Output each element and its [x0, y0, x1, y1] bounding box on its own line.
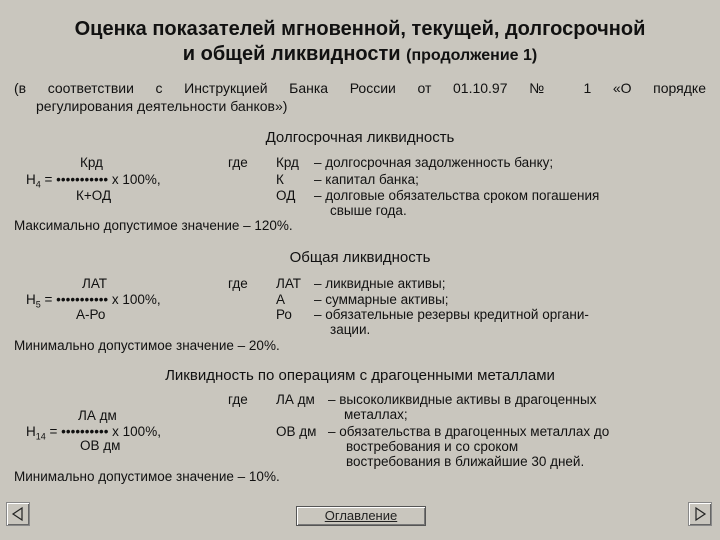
def-term: ОД: [276, 188, 296, 203]
def-term: ОВ дм: [276, 424, 317, 439]
toc-label: Оглавление: [324, 508, 398, 523]
table-of-contents-button[interactable]: [296, 506, 426, 526]
def-desc: – ликвидные активы;: [314, 276, 446, 291]
formula-body: = •••••••••• х 100%,: [45, 424, 161, 439]
formula-numerator: ЛА дм: [78, 408, 117, 423]
def-desc: – долговые обязательства сроком погашения: [314, 188, 600, 203]
formula-symbol: Н: [26, 172, 36, 187]
next-slide-button[interactable]: [688, 502, 712, 526]
def-term: А: [276, 292, 286, 307]
def-desc: – капитал банка;: [314, 172, 419, 187]
reference-line-2: регулирования деятельности банков»): [36, 98, 288, 114]
formula-symbol: Н: [26, 292, 36, 307]
formula-symbol: Н: [26, 424, 36, 439]
page-title: [0, 18, 720, 66]
def-desc-continued: металлах;: [344, 407, 408, 422]
def-desc: – обязательства в драгоценных металлах до: [328, 424, 610, 439]
formula-subscript: 14: [35, 431, 46, 442]
def-term: Крд: [276, 155, 299, 170]
min-value: Минимально допустимое значение – 10%.: [14, 469, 280, 484]
formula-numerator: Крд: [80, 155, 103, 170]
formula-numerator: ЛАТ: [82, 276, 108, 291]
title-line-2: [0, 43, 720, 66]
def-desc: – высоколиквидные активы в драгоценных: [328, 392, 597, 407]
formula-body: = ••••••••••• х 100%,: [40, 292, 161, 307]
back-arrow-icon: [7, 503, 29, 525]
def-desc: – долгосрочная задолженность банку;: [314, 155, 554, 170]
formula-subscript: 4: [35, 179, 41, 190]
section-heading-general: Общая ликвидность: [289, 249, 431, 266]
def-desc-continued: востребования и со сроком: [346, 439, 519, 454]
min-value: Минимально допустимое значение – 20%.: [14, 338, 280, 353]
def-term: Ро: [276, 307, 292, 322]
where-label: где: [228, 392, 248, 407]
title-line-1: Оценка показателей мгновенной, текущей, долгосрочной: [74, 18, 646, 40]
reference-line-1: (в соответствии с Инструкцией Банка России от 01.10.97 № 1 «О порядке: [14, 80, 706, 96]
max-value: Максимально допустимое значение – 120%.: [14, 218, 293, 233]
forward-arrow-icon: [689, 503, 711, 525]
def-term: К: [276, 172, 284, 187]
def-desc-continued: зации.: [330, 322, 371, 337]
formula-denominator: К+ОД: [76, 188, 112, 203]
formula-body: = ••••••••••• х 100%,: [40, 172, 161, 187]
section-heading-long-term: Долгосрочная ликвидность: [265, 129, 455, 146]
formula-subscript: 5: [35, 299, 41, 310]
def-desc: – обязательные резервы кредитной органи-: [314, 307, 589, 322]
prev-slide-button[interactable]: [6, 502, 30, 526]
title-paren: (продолжение 1): [406, 47, 538, 64]
def-term: ЛА дм: [276, 392, 315, 407]
def-desc: – суммарные активы;: [314, 292, 449, 307]
formula-denominator: А-Ро: [76, 307, 106, 322]
def-desc-continued: востребования в ближайшие 30 дней.: [346, 454, 585, 469]
where-label: где: [228, 155, 248, 170]
section-heading-metals: Ликвидность по операциям с драгоценными металлами: [165, 367, 555, 384]
def-term: ЛАТ: [276, 276, 302, 291]
def-desc-continued: свыше года.: [330, 203, 407, 218]
where-label: где: [228, 276, 248, 291]
title-main: и общей ликвидности: [182, 43, 401, 65]
formula-denominator: ОВ дм: [80, 438, 121, 453]
